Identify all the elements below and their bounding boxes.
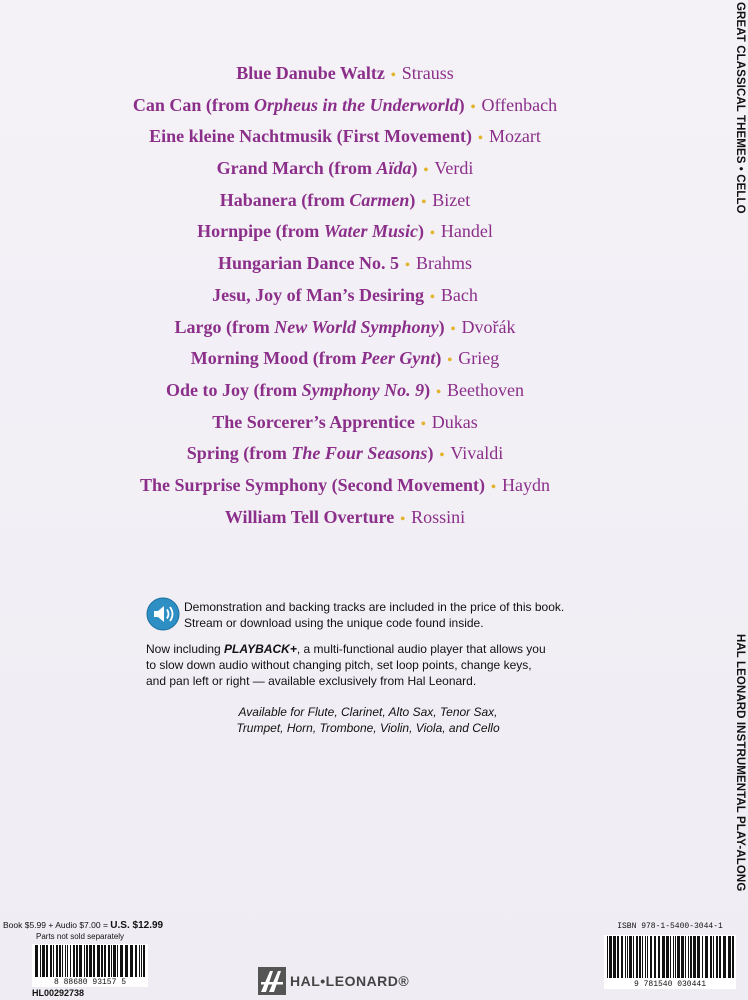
barcode-bar [645, 936, 646, 978]
hal-leonard-mark-icon [258, 967, 286, 995]
bullet-separator: • [400, 511, 406, 527]
barcode-bar [70, 945, 71, 977]
barcode-bar [617, 936, 619, 978]
barcode-bar [141, 945, 142, 977]
song-item [0, 438, 690, 470]
song-title: Blue Danube Waltz [236, 63, 385, 83]
song-item [0, 502, 690, 534]
audio-notice-line: Stream or download using the unique code found inside. [184, 616, 484, 630]
barcode-bar [67, 945, 68, 977]
barcode-bar [697, 936, 700, 978]
barcode-bar [86, 945, 88, 977]
barcode-bar [662, 936, 665, 978]
upc-number: 8 88680 93157 5 [32, 978, 148, 987]
barcode-bar [111, 945, 112, 977]
song-composer: Grieg [458, 348, 500, 369]
barcode-bar [681, 936, 684, 978]
playback-line: Now including PLAYBACK+, a multi-functional audio player that allows you [146, 642, 546, 656]
song-title: Eine kleine Nachtmusik (First Movement) [149, 126, 473, 147]
isbn-number: 9 781540 030441 [604, 980, 736, 989]
upc-barcode-bars [32, 944, 148, 980]
song-composer: Offenbach [481, 94, 558, 115]
song-title: Morning Mood (from Peer Gynt) [190, 348, 442, 369]
song-title: The Sorcerer’s Apprentice [212, 411, 415, 432]
barcode-bar [56, 945, 58, 977]
song-composer: Strauss [401, 63, 454, 83]
availability-line: Trumpet, Horn, Trombone, Violin, Viola, and Cello [236, 721, 500, 735]
barcode-bar [705, 936, 708, 978]
barcode-bar [42, 945, 45, 977]
song-item [0, 470, 690, 502]
song-item [0, 248, 690, 280]
barcode-bar [685, 936, 686, 978]
barcode-bar [658, 936, 660, 978]
barcode-bar [627, 936, 628, 978]
barcode-bar [713, 936, 714, 978]
spine-series-title: GREAT CLASSICAL THEMES • CELLO [734, 2, 746, 214]
barcode-bar [130, 945, 133, 977]
song-title: Habanera (from Carmen) [219, 189, 416, 210]
isbn-label: ISBN 978-1-5400-3044-1 [617, 922, 723, 931]
upc-barcode [32, 944, 148, 980]
playback-notice [146, 641, 616, 689]
bullet-separator: • [420, 416, 426, 432]
barcode-bar [650, 936, 652, 978]
barcode-bar [117, 945, 118, 977]
barcode-bar [639, 936, 641, 978]
barcode-bar [688, 936, 689, 978]
song-title: Hornpipe (from Water Music) [197, 221, 424, 242]
song-title: The Surprise Symphony (Second Movement) [140, 474, 486, 495]
song-composer: Dukas [431, 411, 478, 432]
bullet-separator: • [470, 99, 476, 115]
bullet-separator: • [436, 384, 442, 400]
publisher-logo [258, 966, 409, 996]
barcode-bar [621, 936, 623, 978]
song-title: Largo (from New World Symphony) [174, 316, 445, 337]
song-item [0, 343, 690, 375]
barcode-bar [113, 945, 116, 977]
song-composer: Dvořák [461, 316, 516, 337]
barcode-bar [710, 936, 712, 978]
song-title: Ode to Joy (from Symphony No. 9) [165, 379, 431, 400]
song-item [0, 121, 690, 153]
song-composer: Vivaldi [450, 443, 504, 464]
barcode-bar [636, 936, 638, 978]
song-title: Hungarian Dance No. 5 [218, 253, 400, 274]
song-title: Grand March (from Aïda) [216, 158, 418, 179]
barcode-bar [609, 936, 612, 978]
barcode-bar [673, 936, 674, 978]
bullet-separator: • [405, 258, 410, 274]
barcode-bar [46, 945, 48, 977]
price-total: U.S. $12.99 [110, 920, 164, 931]
song-item [0, 375, 690, 407]
barcode-bar [690, 936, 692, 978]
playback-brand: PLAYBACK+ [224, 642, 297, 656]
barcode-bar [719, 936, 721, 978]
song-composer: Handel [440, 221, 493, 242]
barcode-bar [40, 945, 41, 977]
audio-notice-line: Demonstration and backing tracks are included in the price of this book. [184, 600, 565, 614]
song-item [0, 153, 690, 185]
spine-publisher-series: HAL LEONARD INSTRUMENTAL PLAY-ALONG [734, 634, 746, 892]
barcode-bar [104, 945, 106, 977]
barcode-bar [139, 945, 140, 977]
barcode-bar [647, 936, 648, 978]
availability-note [148, 704, 588, 736]
song-item [0, 90, 690, 122]
barcode-bar [53, 945, 54, 977]
song-composer: Rossini [411, 506, 466, 527]
song-composer: Brahms [415, 253, 472, 274]
barcode-bar [76, 945, 78, 977]
song-item [0, 216, 690, 248]
bullet-separator: • [429, 226, 435, 242]
barcode-bar [613, 936, 616, 978]
song-composer: Beethoven [447, 379, 525, 400]
barcode-bar [693, 936, 696, 978]
price-line: Book $5.99 + Audio $7.00 = U.S. $12.99 [3, 920, 164, 931]
barcode-bar [73, 945, 75, 977]
bullet-separator: • [429, 289, 435, 305]
barcode-bar [675, 936, 676, 978]
barcode-bar [728, 936, 731, 978]
bullet-separator: • [390, 68, 396, 83]
barcode-bar [108, 945, 110, 977]
song-composer: Bach [440, 284, 478, 305]
barcode-bar [625, 936, 626, 978]
song-item [0, 407, 690, 439]
availability-line: Available for Flute, Clarinet, Alto Sax, Tenor Sax, [238, 705, 498, 719]
barcode-bar [125, 945, 128, 977]
barcode-bar [702, 936, 703, 978]
barcode-bar [642, 936, 643, 978]
barcode-bar [65, 945, 66, 977]
barcode-bar [716, 936, 718, 978]
barcode-bar [607, 936, 608, 978]
song-list [0, 58, 690, 533]
playback-line: and pan left or right — available exclusively from Hal Leonard. [146, 674, 477, 688]
song-title: William Tell Overture [224, 506, 395, 527]
speaker-icon [146, 597, 180, 631]
barcode-bar [629, 936, 632, 978]
barcode-bar [59, 945, 61, 977]
song-composer: Verdi [434, 158, 474, 179]
barcode-bar [723, 936, 726, 978]
barcode-bar [50, 945, 52, 977]
song-title: Spring (from The Four Seasons) [186, 443, 434, 464]
song-item [0, 58, 690, 90]
barcode-bar [101, 945, 103, 977]
song-item [0, 312, 690, 344]
barcode-bar [666, 936, 669, 978]
parts-note: Parts not sold separately [36, 932, 125, 941]
song-item [0, 280, 690, 312]
barcode-bar [135, 945, 137, 977]
barcode-bar [654, 936, 656, 978]
playback-line: to slow down audio without changing pitch, set loop points, change keys, [146, 658, 532, 672]
barcode-bar [84, 945, 85, 977]
audio-notice [184, 599, 614, 631]
barcode-bar [35, 945, 38, 977]
song-composer: Haydn [501, 474, 550, 495]
bullet-separator: • [439, 448, 445, 464]
isbn-barcode [604, 935, 736, 983]
barcode-bar [120, 945, 123, 977]
bullet-separator: • [423, 163, 429, 179]
bullet-separator: • [421, 194, 427, 210]
bullet-separator: • [447, 353, 453, 369]
barcode-bar [143, 945, 145, 977]
song-title: Jesu, Joy of Man’s Desiring [212, 284, 424, 305]
barcode-bar [732, 936, 734, 978]
barcode-bar [670, 936, 671, 978]
song-item [0, 185, 690, 217]
barcode-bar [62, 945, 63, 977]
bullet-separator: • [450, 321, 456, 337]
isbn-barcode-bars [604, 935, 736, 981]
barcode-bar [633, 936, 634, 978]
barcode-bar [97, 945, 100, 977]
barcode-bar [89, 945, 92, 977]
song-title: Can Can (from Orpheus in the Underworld) [132, 94, 465, 115]
song-composer: Bizet [432, 189, 471, 210]
barcode-bar [79, 945, 82, 977]
song-composer: Mozart [488, 126, 541, 147]
bullet-separator: • [478, 131, 483, 147]
barcode-bar [677, 936, 680, 978]
publisher-name: HAL•LEONARD® [290, 973, 410, 989]
barcode-bar [93, 945, 95, 977]
catalog-number: HL00292738 [32, 988, 85, 998]
bullet-separator: • [491, 479, 496, 495]
